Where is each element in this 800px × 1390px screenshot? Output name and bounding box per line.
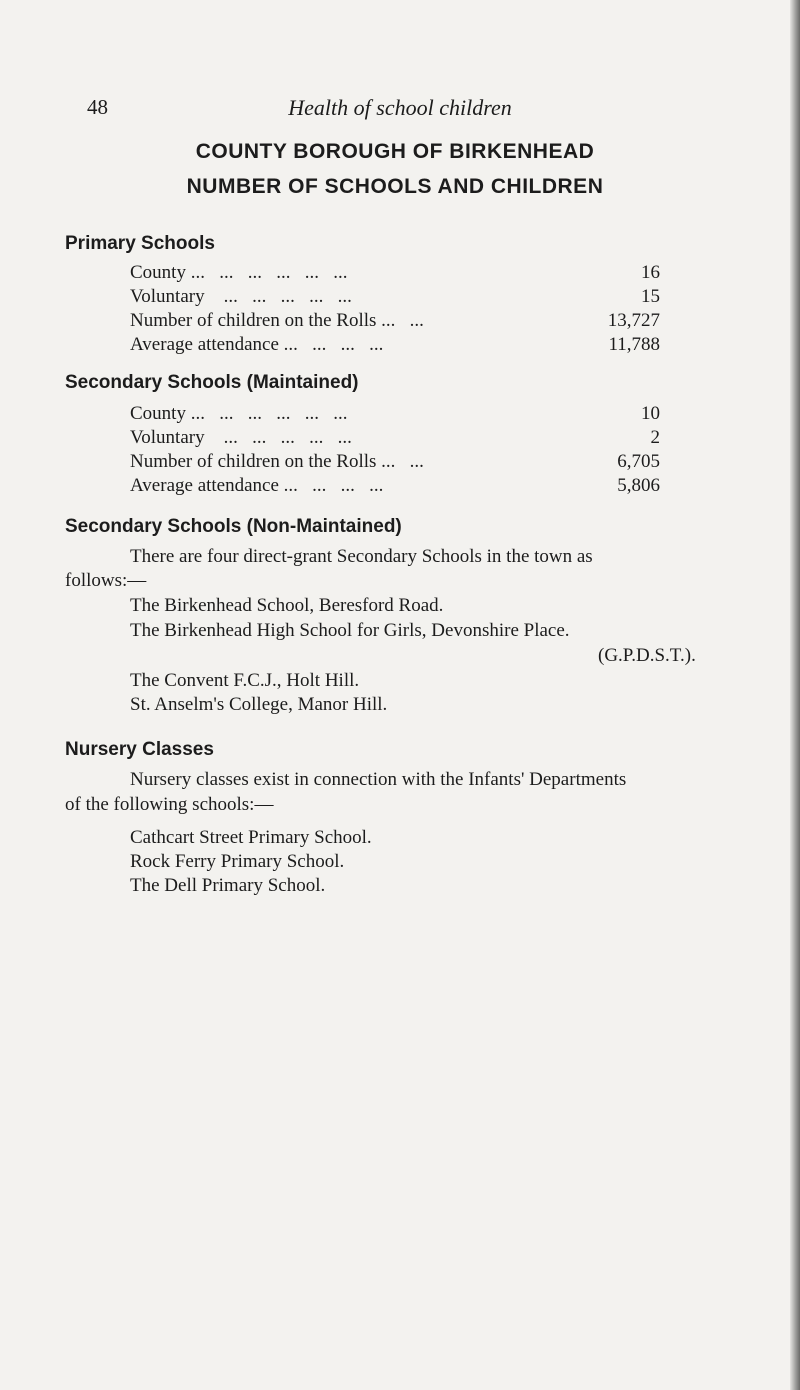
row-label: County ... ... ... ... ... ...	[130, 403, 348, 424]
row-value: 5,806	[617, 475, 660, 496]
document-subtitle: NUMBER OF SCHOOLS AND CHILDREN	[186, 175, 604, 198]
row-value: 6,705	[617, 451, 660, 472]
secondary-row-voluntary	[130, 427, 660, 451]
row-value: 10	[641, 403, 660, 424]
school-item: The Convent F.C.J., Holt Hill.	[130, 670, 360, 691]
secondary-maintained-heading: Secondary Schools (Maintained)	[65, 372, 359, 393]
primary-schools-heading: Primary Schools	[65, 233, 215, 254]
school-item: The Birkenhead High School for Girls, Devonshire Place.	[130, 620, 570, 641]
row-label: Average attendance ... ... ... ...	[130, 334, 384, 355]
running-title: Health of school children	[288, 95, 512, 120]
page-header	[0, 95, 790, 125]
primary-row-county	[130, 262, 660, 286]
row-label: Number of children on the Rolls ... ...	[130, 451, 424, 472]
school-item: The Birkenhead School, Beresford Road.	[130, 595, 444, 616]
page-edge-shadow	[790, 0, 800, 1390]
nursery-intro-cont: of the following schools:—	[65, 794, 274, 815]
row-value: 15	[641, 286, 660, 307]
secondary-row-attendance	[130, 475, 660, 499]
nursery-intro: Nursery classes exist in connection with the Infants' Departments	[130, 769, 627, 790]
row-label: Voluntary ... ... ... ... ...	[130, 427, 352, 448]
document-title: COUNTY BOROUGH OF BIRKENHEAD	[195, 140, 595, 163]
row-label: County ... ... ... ... ... ...	[130, 262, 348, 283]
secondary-row-rolls	[130, 451, 660, 475]
row-value: 2	[650, 427, 660, 448]
primary-row-rolls	[130, 310, 660, 334]
school-item-suffix: (G.P.D.S.T.).	[598, 645, 696, 666]
row-label: Voluntary ... ... ... ... ...	[130, 286, 352, 307]
row-value: 11,788	[608, 334, 660, 355]
primary-row-attendance	[130, 334, 660, 358]
non-maintained-intro: There are four direct-grant Secondary Schools in the town as	[130, 546, 593, 567]
secondary-row-county	[130, 403, 660, 427]
page-number: 48	[87, 95, 108, 119]
nursery-school-item: The Dell Primary School.	[130, 875, 326, 896]
secondary-non-maintained-heading: Secondary Schools (Non-Maintained)	[65, 516, 402, 537]
nursery-school-item: Cathcart Street Primary School.	[130, 827, 372, 848]
nursery-classes-heading: Nursery Classes	[65, 739, 214, 760]
row-label: Number of children on the Rolls ... ...	[130, 310, 424, 331]
row-value: 13,727	[607, 310, 660, 331]
row-value: 16	[641, 262, 660, 283]
non-maintained-intro-cont: follows:—	[65, 570, 147, 591]
row-label: Average attendance ... ... ... ...	[130, 475, 384, 496]
nursery-school-item: Rock Ferry Primary School.	[130, 851, 345, 872]
primary-row-voluntary	[130, 286, 660, 310]
school-item: St. Anselm's College, Manor Hill.	[130, 694, 388, 715]
